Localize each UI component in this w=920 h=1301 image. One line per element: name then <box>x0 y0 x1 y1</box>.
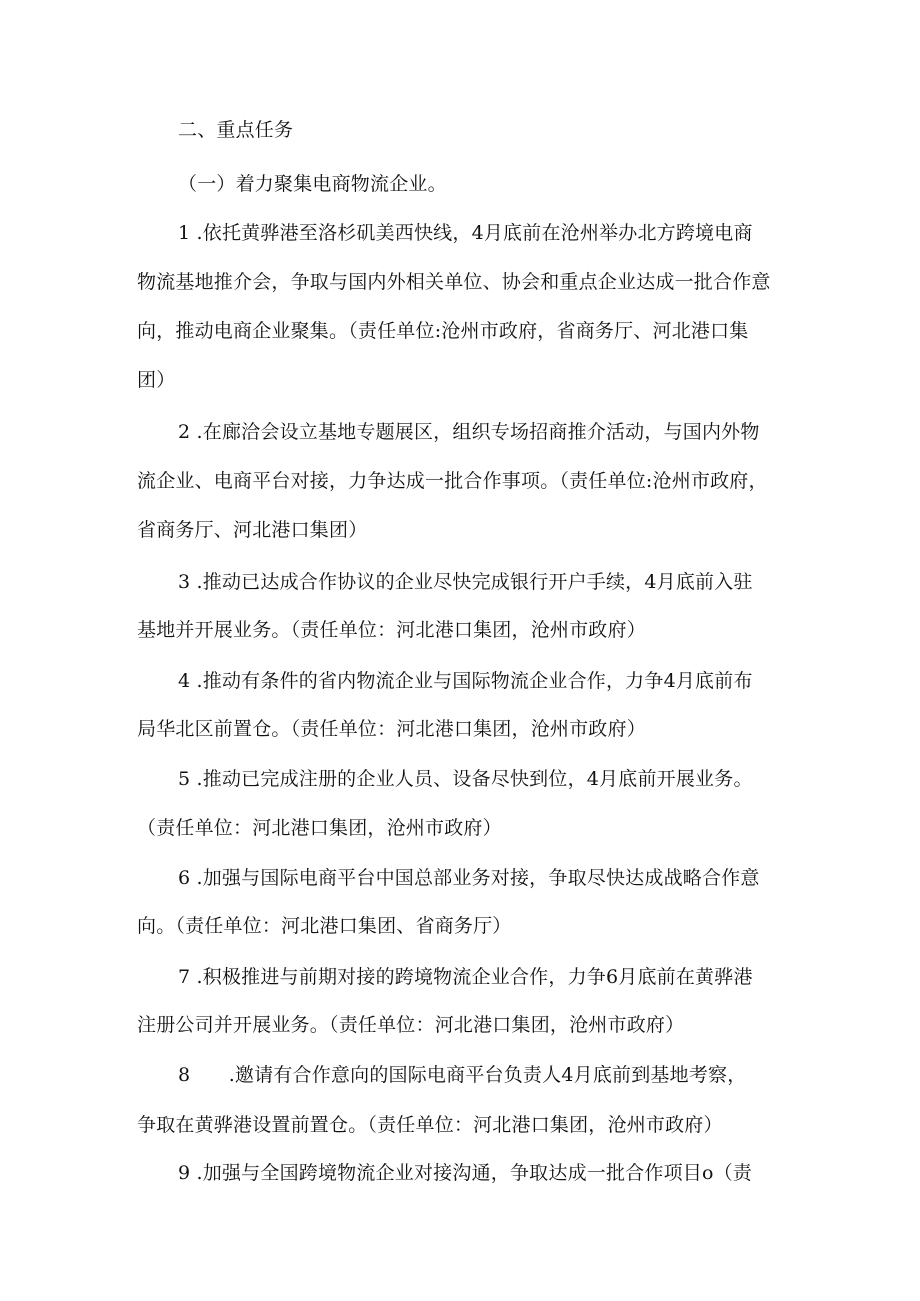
task-item-line: 5 .推动已完成注册的企业人员、设备尽快到位，4月底前开展业务。 <box>178 768 753 790</box>
task-item-line: （责任单位：河北港口集团，沧州市政府） <box>137 817 502 839</box>
task-item-line: 物流基地推介会，争取与国内外相关单位、协会和重点企业达成一批合作意 <box>137 271 771 293</box>
task-item-line: 流企业、电商平台对接，力争达成一批合作事项。（责任单位:沧州市政府， <box>137 470 768 492</box>
task-item-line: 6 .加强与国际电商平台中国总部业务对接，争取尽快达成战略合作意 <box>178 867 760 889</box>
subsection-heading: （一）着力聚集电商物流企业。 <box>178 173 447 195</box>
task-item-line: 4 .推动有条件的省内物流企业与国际物流企业合作，力争4月底前布 <box>178 670 753 692</box>
task-item-line: 向，推动电商企业聚集。（责任单位:沧州市政府，省商务厅、河北港口集 <box>137 320 749 342</box>
task-item-line: 团） <box>137 369 176 391</box>
section-heading: 二、重点任务 <box>178 119 294 141</box>
task-item-line: 争取在黄骅港设置前置仓。（责任单位：河北港口集团，沧州市政府） <box>137 1114 723 1136</box>
task-item-line: 1 .依托黄骅港至洛杉矶美西快线，4月底前在沧州举办北方跨境电商 <box>178 222 753 244</box>
task-item-line: 9 .加强与全国跨境物流企业对接沟通，争取达成一批合作项目o（责 <box>178 1162 753 1184</box>
task-item-line: 向。（责任单位：河北港口集团、省商务厅） <box>137 915 512 937</box>
task-item-line: 2 .在廊洽会设立基地专题展区，组织专场招商推介活动，与国内外物 <box>178 421 760 443</box>
task-item-line: 8 .邀请有合作意向的国际电商平台负责人4月底前到基地考察， <box>178 1064 747 1086</box>
task-item-line: 省商务厅、河北港口集团） <box>137 519 368 541</box>
task-item-line: 注册公司并开展业务。（责任单位：河北港口集团，沧州市政府） <box>137 1014 685 1036</box>
task-item-line: 基地并开展业务。（责任单位：河北港口集团，沧州市政府） <box>137 619 646 641</box>
task-item-line: 3 .推动已达成合作协议的企业尽快完成银行开户手续，4月底前入驻 <box>178 571 753 593</box>
task-item-line: 局华北区前置仓。（责任单位：河北港口集团，沧州市政府） <box>137 718 646 740</box>
task-item-line: 7 .积极推进与前期对接的跨境物流企业合作，力争6月底前在黄骅港 <box>178 966 753 988</box>
